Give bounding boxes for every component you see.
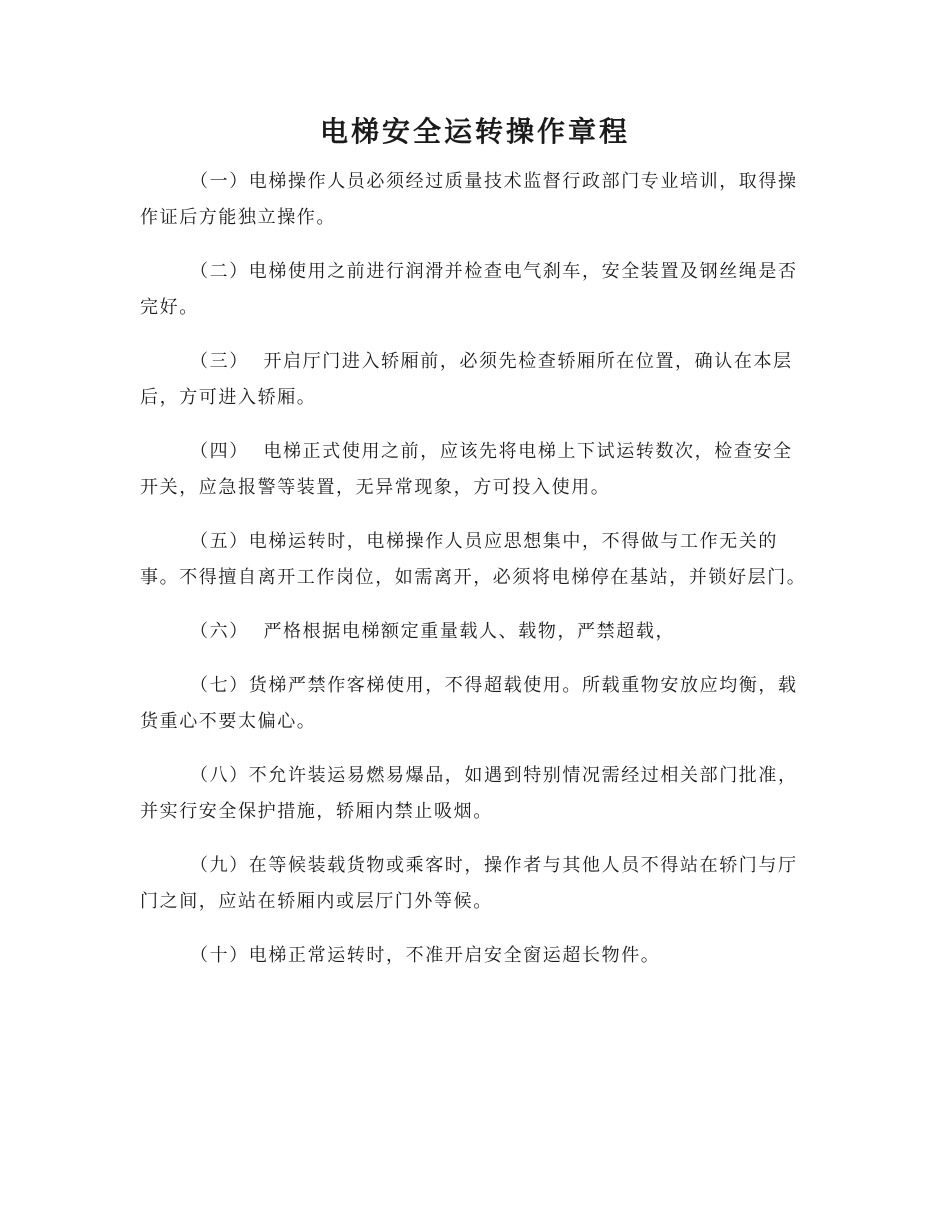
document-title: 电梯安全运转操作章程 xyxy=(319,115,630,148)
clause-9: （九）在等候装载货物或乘客时，操作者与其他人员不得站在轿门与厅门之间，应站在轿厢内或层厅门外等候。 xyxy=(140,855,798,912)
clause-10: （十）电梯正常运转时，不准开启安全窗运超长物件。 xyxy=(190,945,661,966)
clause-4: （四） 电梯正式使用之前，应该先将电梯上下试运转数次，检查安全开关，应急报警等装置，无异常现象，方可投入使用。 xyxy=(140,441,793,498)
clause-5: （五）电梯运转时，电梯操作人员应思想集中，不得做与工作无关的事。不得擅自离开工作岗位，如需离开，必须将电梯停在基站，并锁好层门。 xyxy=(140,531,807,588)
clause-7: （七）货梯严禁作客梯使用，不得超载使用。所载重物安放应均衡，载货重心不要太偏心。 xyxy=(140,675,798,732)
clause-1: （一）电梯操作人员必须经过质量技术监督行政部门专业培训，取得操作证后方能独立操作。 xyxy=(140,171,798,228)
clause-2: （二）电梯使用之前进行润滑并检查电气刹车，安全装置及钢丝绳是否完好。 xyxy=(140,261,798,318)
document-body xyxy=(140,164,808,992)
clause-8: （八）不允许装运易燃易爆品，如遇到特别情况需经过相关部门批准，并实行安全保护措施，轿厢内禁止吸烟。 xyxy=(140,765,798,822)
clause-3: （三） 开启厅门进入轿厢前，必须先检查轿厢所在位置，确认在本层后，方可进入轿厢。 xyxy=(140,351,793,408)
clause-6: （六） 严格根据电梯额定重量载人、载物，严禁超载， xyxy=(190,621,676,642)
